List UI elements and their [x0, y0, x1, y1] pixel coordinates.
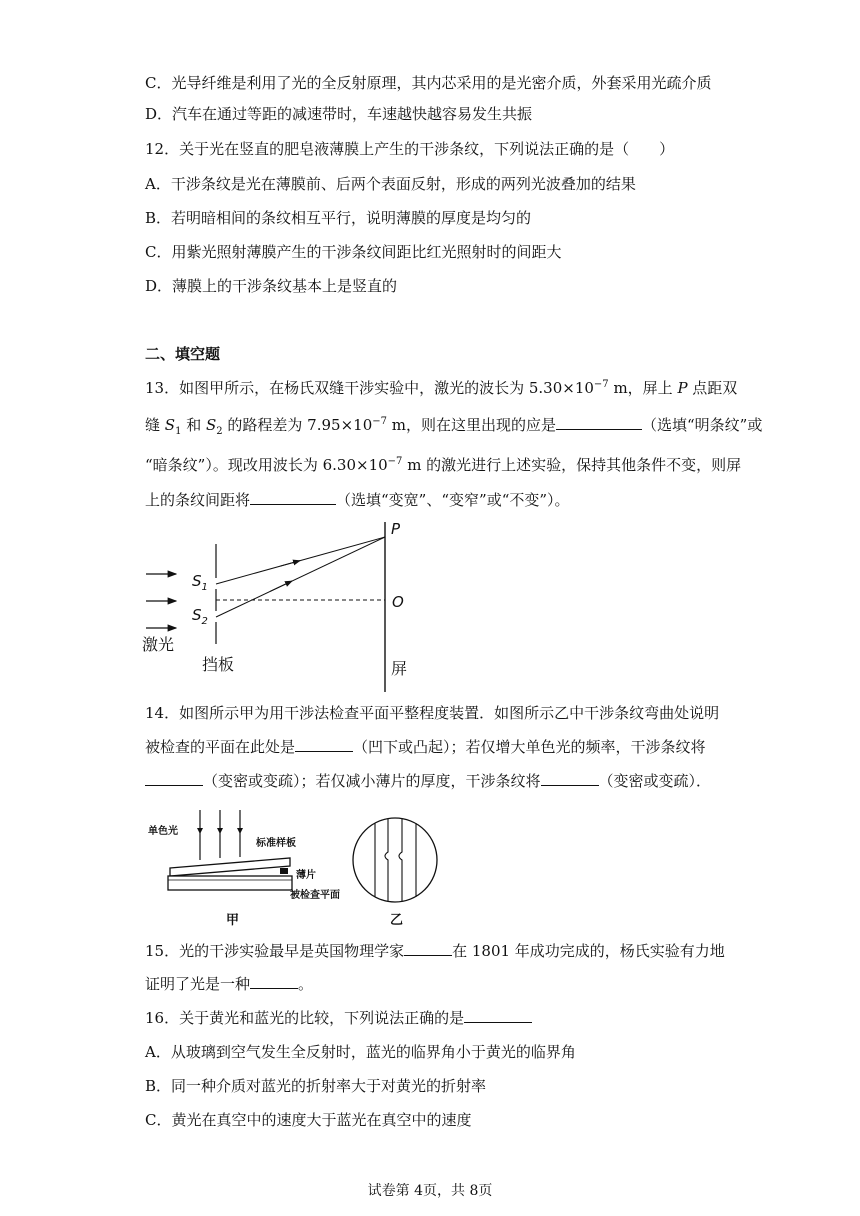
answer-blank[interactable] [250, 974, 298, 989]
double-slit-figure [140, 520, 430, 700]
q12-option-a: A．干涉条纹是光在薄膜前、后两个表面反射，形成的两列光波叠加的结果 [145, 175, 636, 193]
page-footer: 试卷第 4页，共 8页 [367, 1183, 493, 1199]
answer-blank[interactable] [556, 415, 642, 430]
q12-option-b: B．若明暗相间的条纹相互平行，说明薄膜的厚度是均匀的 [145, 209, 532, 227]
q13-text: 13．如图甲所示，在杨氏双缝干涉实验中，激光的波长为 5.30×10 [145, 379, 594, 397]
q13-line-2 [145, 415, 762, 435]
q13-text: “暗条纹”）。现改用波长为 6.30×10 [145, 456, 388, 474]
q13-s2-sub: 2 [216, 426, 223, 437]
answer-blank[interactable] [295, 737, 353, 752]
q16-option-b: B．同一种介质对蓝光的折射率大于对黄光的折射率 [145, 1077, 487, 1095]
q11-option-c: C．光导纤维是利用了光的全反射原理，其内芯采用的是光密介质，外套采用光疏介质 [145, 74, 712, 92]
screen-label: 屏 [391, 659, 408, 678]
o-label: O [392, 593, 404, 611]
answer-blank[interactable] [250, 490, 336, 505]
q14-line-1: 14．如图所示甲为用干涉法检查平面平整程度装置．如图所示乙中干涉条纹弯曲处说明 [145, 704, 720, 722]
q14-text: 被检查的平面在此处是 [145, 738, 296, 756]
q13-text: （选填“明条纹”或 [641, 416, 763, 434]
q12-option-c: C．用紫光照射薄膜产生的干涉条纹间距比红光照射时的间距大 [145, 243, 562, 261]
q13-text: m，则在这里出现的应是 [386, 416, 556, 434]
answer-blank[interactable] [145, 771, 203, 786]
q13-text: 点距双 [687, 379, 738, 397]
flatness-test-figure [140, 800, 450, 938]
q13-point-p: P [677, 379, 688, 397]
q16-option-c: C．黄光在真空中的速度大于蓝光在真空中的速度 [145, 1111, 472, 1129]
q14-text: （变密或变疏）；若仅减小薄片的厚度，干涉条纹将 [203, 772, 541, 790]
q15-line-2 [145, 974, 313, 994]
q13-s1-sub: 1 [175, 426, 182, 437]
q13-exponent: −7 [372, 416, 387, 427]
q14-line-3 [145, 771, 711, 791]
q13-text: 上的条纹间距将 [145, 491, 251, 509]
q13-text: m，屏上 [608, 379, 678, 397]
q11-option-d: D．汽车在通过等距的减速带时，车速越快越容易发生共振 [145, 105, 533, 123]
q13-line-4 [145, 490, 570, 510]
q12-option-d: D．薄膜上的干涉条纹基本上是竖直的 [145, 277, 398, 295]
ray-arrow [280, 561, 300, 567]
q16-stem-line [145, 1008, 532, 1028]
fringe-view-circle [353, 818, 437, 902]
figure-yi-label: 乙 [390, 913, 404, 928]
ray-arrowhead [217, 828, 223, 834]
p-label: P [391, 520, 401, 538]
q15-text: 证明了光是一种 [145, 975, 251, 993]
ray-arrowhead [237, 828, 243, 834]
ray-arrow [270, 581, 292, 591]
q13-text: 的路程差为 7.95×10 [222, 416, 373, 434]
answer-blank[interactable] [404, 941, 452, 956]
q13-line-3 [145, 455, 741, 475]
thin-sheet [280, 868, 288, 874]
tested-plane-block [168, 876, 292, 890]
thin-sheet-label: 薄片 [296, 870, 316, 881]
s1-label: $S_1$ [192, 572, 208, 593]
q13-text: 缝 [145, 416, 165, 434]
q14-text: （凹下或凸起）；若仅增大单色光的频率，干涉条纹将 [353, 738, 706, 756]
barrier-label: 挡板 [202, 655, 235, 674]
figure-jia-label: 甲 [226, 913, 240, 928]
tested-plane-label: 被检查平面 [290, 890, 340, 901]
q13-s2: S [205, 416, 217, 434]
q13-exponent: −7 [387, 456, 403, 467]
q15-text: 15．光的干涉实验最早是英国物理学家 [145, 942, 405, 960]
q13-text: m 的激光进行上述实验，保持其他条件不变，则屏 [402, 456, 742, 474]
answer-blank[interactable] [541, 771, 599, 786]
laser-label: 激光 [142, 635, 175, 654]
standard-sample-plate [170, 858, 290, 876]
q15-text: 在 1801 年成功完成的，杨氏实验有力地 [452, 942, 725, 960]
q16-stem: 16．关于黄光和蓝光的比较，下列说法正确的是 [145, 1009, 465, 1027]
q13-text: （选填“变宽”、“变窄”或“不变”）。 [336, 491, 570, 509]
monochromatic-light-label: 单色光 [148, 826, 178, 837]
answer-blank[interactable] [464, 1008, 532, 1023]
ray-arrowhead [197, 828, 203, 834]
standard-sample-label: 标准样板 [256, 838, 296, 849]
q16-option-a: A．从玻璃到空气发生全反射时，蓝光的临界角小于黄光的临界角 [145, 1043, 576, 1061]
q13-exponent: −7 [593, 379, 609, 390]
q13-text: 和 [181, 416, 206, 434]
q15-line-1 [145, 941, 725, 961]
section-heading: 二、填空题 [145, 345, 221, 363]
s2-label: $S_2$ [192, 606, 208, 627]
q13-s1: S [164, 416, 176, 434]
q14-text: （变密或变疏）． [598, 772, 712, 790]
q13-line-1 [145, 378, 737, 398]
q14-line-2 [145, 737, 706, 757]
q15-text: 。 [298, 975, 314, 993]
q12-stem: 12．关于光在竖直的肥皂液薄膜上产生的干涉条纹，下列说法正确的是（ ） [145, 140, 675, 158]
